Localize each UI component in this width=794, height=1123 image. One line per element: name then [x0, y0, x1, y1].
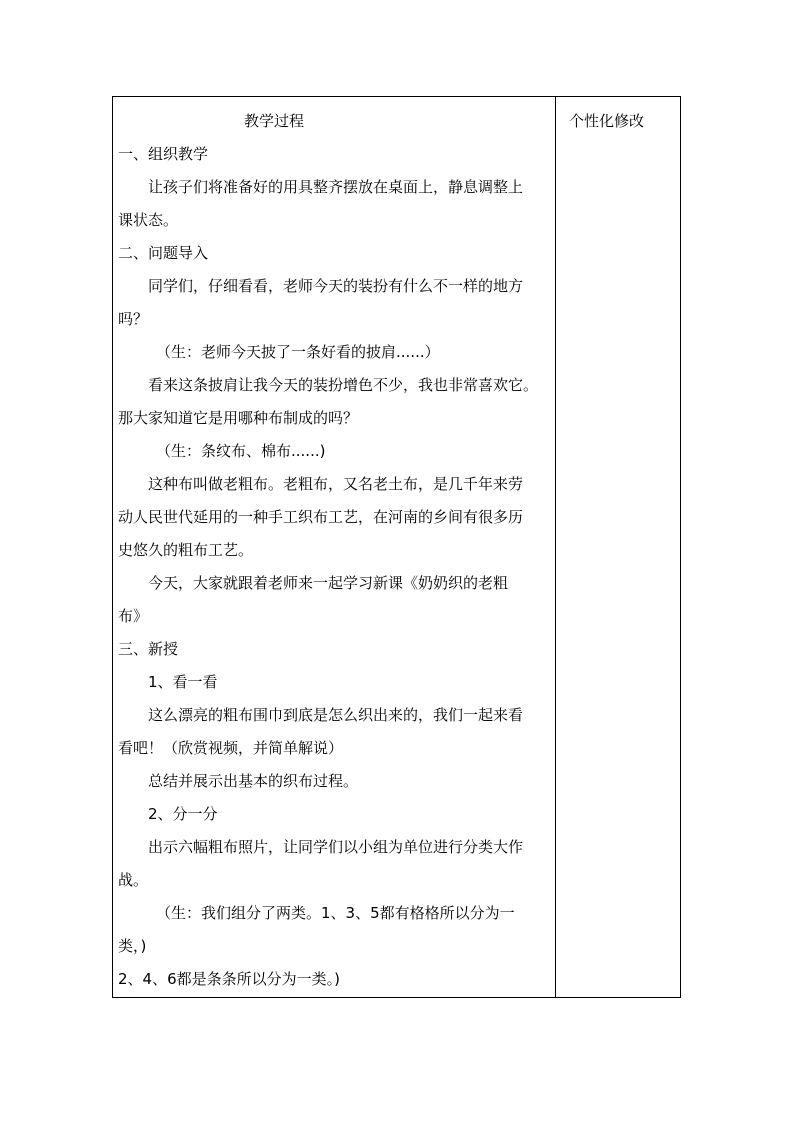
subsection-heading-sort: 2、分一分 — [148, 805, 218, 823]
subsection-heading-look: 1、看一看 — [148, 673, 218, 691]
paragraph-line: 出示六幅粗布照片，让同学们以小组为单位进行分类大作 — [148, 838, 524, 856]
section-heading-organize: 一、组织教学 — [118, 145, 209, 163]
student-response-line: （生：我们组分了两类。1、3、5都有格格所以分为一 — [156, 904, 515, 922]
paragraph-line: 同学们，仔细看看，老师今天的装扮有什么不一样的地方 — [148, 277, 524, 295]
personalized-edits-header: 个性化修改 — [569, 112, 645, 130]
lesson-plan-table — [112, 96, 681, 998]
paragraph-line: 吗？ — [118, 310, 149, 328]
paragraph-line: 让孩子们将准备好的用具整齐摆放在桌面上，静息调整上 — [148, 178, 524, 196]
paragraph-line: 史悠久的粗布工艺。 — [118, 541, 254, 559]
paragraph-line: 今天，大家就跟着老师来一起学习新课《奶奶织的老粗 — [148, 574, 509, 592]
teaching-process-column — [113, 97, 555, 997]
student-response-line: （生：条纹布、棉布......) — [156, 442, 326, 460]
paragraph-line: 这么漂亮的粗布围巾到底是怎么织出来的，我们一起来看 — [148, 706, 524, 724]
student-response-line: （生：老师今天披了一条好看的披肩......） — [156, 343, 440, 361]
paragraph-line: 类，) — [118, 937, 147, 955]
paragraph-line: 2、4、6都是条条所以分为一类。) — [118, 970, 340, 988]
paragraph-line: 总结并展示出基本的织布过程。 — [148, 772, 359, 790]
paragraph-line: 看来这条披肩让我今天的装扮增色不少，我也非常喜欢它。 — [148, 376, 539, 394]
teaching-process-header: 教学过程 — [243, 112, 304, 130]
personalized-edits-column — [556, 97, 680, 997]
paragraph-line: 布》 — [118, 607, 149, 625]
paragraph-line: 看吧！（欣赏视频，并简单解说） — [118, 739, 344, 757]
paragraph-line: 这种布叫做老粗布。老粗布，又名老土布，是几千年来劳 — [148, 475, 524, 493]
paragraph-line: 战。 — [118, 871, 149, 889]
section-heading-intro: 二、问题导入 — [118, 244, 209, 262]
paragraph-line: 动人民世代延用的一种手工织布工艺，在河南的乡间有很多历 — [118, 508, 524, 526]
paragraph-line: 那大家知道它是用哪种布制成的吗？ — [118, 409, 359, 427]
paragraph-line: 课状态。 — [118, 211, 179, 229]
section-heading-new-lesson: 三、新授 — [118, 640, 179, 658]
